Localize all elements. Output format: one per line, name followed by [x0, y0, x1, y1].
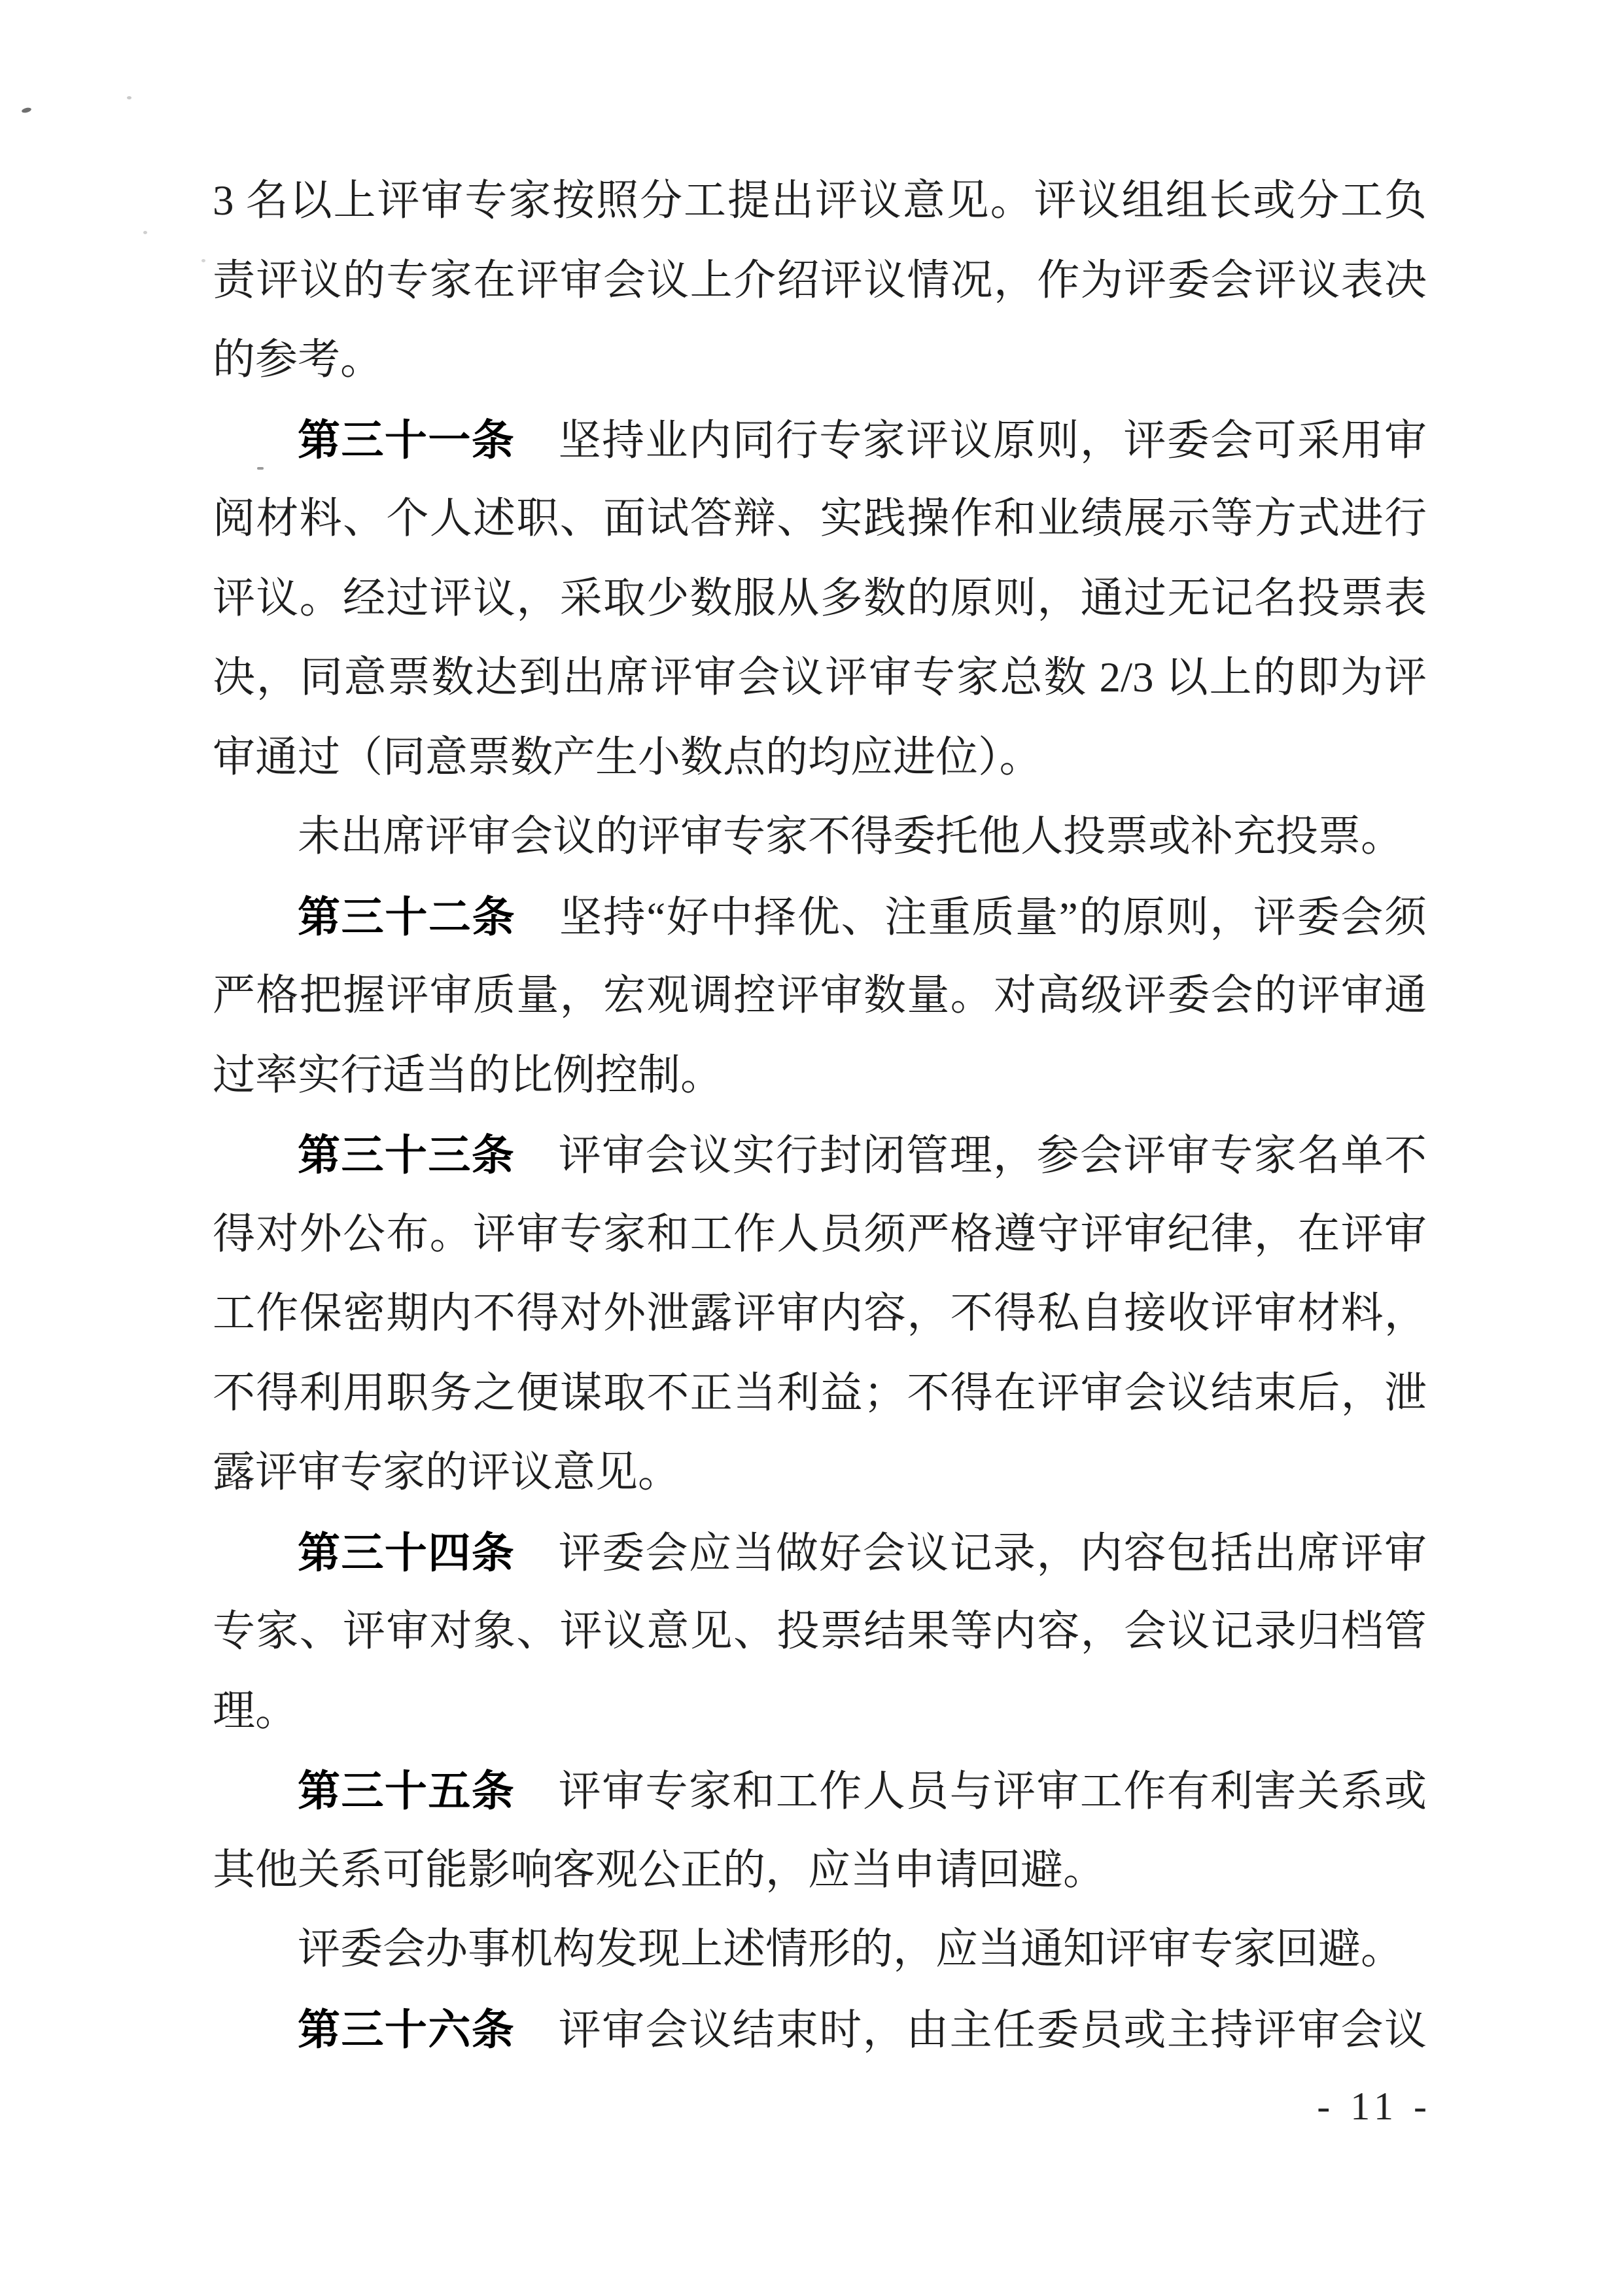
text-line: 得对外公布。评审专家和工作人员须严格遵守评审纪律，在评审 — [213, 1210, 1427, 1258]
article-number-label: 第三十一条 — [298, 415, 515, 464]
article-number-label: 第三十二条 — [298, 892, 516, 941]
text-line: 3 名以上评审专家按照分工提出评议意见。评议组组长或分工负 — [213, 177, 1427, 224]
text-line: 决，同意票数达到出席评审会议评审专家总数 2/3 以上的即为评 — [213, 654, 1427, 701]
text-line: 专家、评审对象、评议意见、投票结果等内容，会议记录归档管 — [213, 1608, 1427, 1655]
text-line: 阅材料、个人述职、面试答辩、实践操作和业绩展示等方式进行 — [213, 495, 1427, 542]
text-line: 其他关系可能影响客观公正的，应当申请回避。 — [213, 1846, 1106, 1894]
scan-speck — [21, 107, 31, 113]
text-line: 责评议的专家在评审会议上介绍评议情况，作为评委会评议表决 — [213, 256, 1427, 304]
scan-speck — [127, 96, 131, 99]
text-line: 未出席评审会议的评审专家不得委托他人投票或补充投票。 — [298, 813, 1404, 860]
scan-speck — [201, 259, 205, 262]
article-number-label: 第三十六条 — [298, 2005, 515, 2053]
text-line: 的参考。 — [213, 336, 383, 383]
article-number-label: 第三十四条 — [298, 1528, 515, 1576]
page-number: - 11 - — [1317, 2085, 1432, 2128]
text-line: 过率实行适当的比例控制。 — [213, 1051, 724, 1099]
article-number-label: 第三十三条 — [298, 1131, 515, 1179]
text-line: 审通过（同意票数产生小数点的均应进位）。 — [213, 733, 1042, 781]
text-body — [213, 162, 1427, 2069]
text-line: 严格把握评审质量，宏观调控评审数量。对高级评委会的评审通 — [213, 972, 1427, 1019]
text-line: 理。 — [213, 1687, 298, 1735]
article-line: 第三十五条 评审专家和工作人员与评审工作有利害关系或 — [298, 1767, 1427, 1815]
article-line: 第三十三条 评审会议实行封闭管理，参会评审专家名单不 — [298, 1131, 1427, 1179]
article-line: 第三十四条 评委会应当做好会议记录，内容包括出席评审 — [298, 1528, 1427, 1577]
article-line: 第三十六条 评审会议结束时，由主任委员或主持评审会议 — [298, 2005, 1427, 2054]
text-line: 评委会办事机构发现上述情形的，应当通知评审专家回避。 — [298, 1926, 1404, 1973]
article-line: 第三十二条 坚持“好中择优、注重质量”的原则，评委会须 — [298, 892, 1427, 941]
text-line: 不得利用职务之便谋取不正当利益；不得在评审会议结束后，泄 — [213, 1369, 1427, 1417]
text-line: 露评审专家的评议意见。 — [213, 1449, 681, 1496]
text-line: 工作保密期内不得对外泄露评审内容，不得私自接收评审材料， — [213, 1290, 1427, 1337]
scan-speck — [143, 231, 147, 234]
text-line: 评议。经过评议，采取少数服从多数的原则，通过无记名投票表 — [213, 574, 1427, 622]
article-line: 第三十一条 坚持业内同行专家评议原则，评委会可采用审 — [298, 415, 1427, 464]
article-number-label: 第三十五条 — [298, 1767, 515, 1815]
